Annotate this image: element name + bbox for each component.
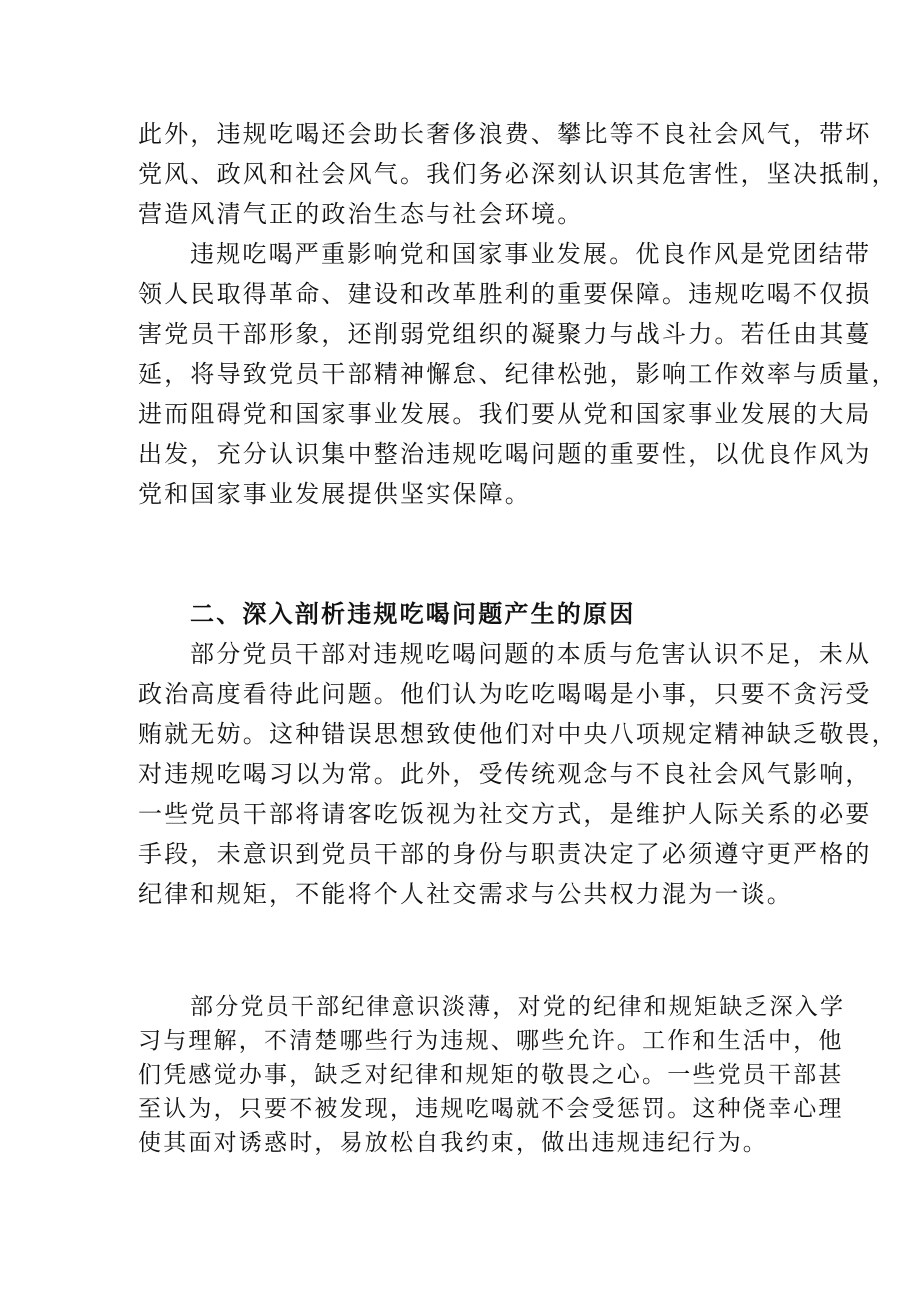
text-line: 使其面对诱惑时，易放松自我约束，做出违规违纪行为。 bbox=[138, 1130, 768, 1156]
text-line: 延，将导致党员干部精神懈怠、纪律松弛，影响工作效率与质量， bbox=[138, 360, 898, 388]
text-line: 害党员干部形象，还削弱党组织的凝聚力与战斗力。若任由其蔓 bbox=[138, 320, 872, 348]
text-line: 对违规吃喝习以为常。此外，受传统观念与不良社会风气影响， bbox=[138, 760, 872, 788]
text-line: 手段，未意识到党员干部的身份与职责决定了必须遵守更严格的 bbox=[138, 840, 872, 868]
text-line: 此外，违规吃喝还会助长奢侈浪费、攀比等不良社会风气，带坏 bbox=[138, 120, 872, 148]
text-line: 党和国家事业发展提供坚实保障。 bbox=[138, 480, 531, 508]
text-line: 政治高度看待此问题。他们认为吃吃喝喝是小事，只要不贪污受 bbox=[138, 680, 872, 708]
text-line: 党风、政风和社会风气。我们务必深刻认识其危害性，坚决抵制， bbox=[138, 160, 898, 188]
paragraph-4 bbox=[138, 990, 846, 1160]
text-line: 领人民取得革命、建设和改革胜利的重要保障。违规吃喝不仅损 bbox=[138, 280, 872, 308]
text-line: 违规吃喝严重影响党和国家事业发展。优良作风是党团结带 bbox=[190, 240, 872, 268]
text-line: 习与理解，不清楚哪些行为违规、哪些允许。工作和生活中，他 bbox=[138, 1028, 844, 1054]
text-line: 纪律和规矩，不能将个人社交需求与公共权力混为一谈。 bbox=[138, 880, 793, 908]
paragraph-1 bbox=[138, 114, 898, 234]
text-line: 进而阻碍党和国家事业发展。我们要从党和国家事业发展的大局 bbox=[138, 400, 872, 428]
text-line: 出发，充分认识集中整治违规吃喝问题的重要性，以优良作风为 bbox=[138, 440, 872, 468]
text-line: 至认为，只要不被发现，违规吃喝就不会受惩罚。这种侥幸心理 bbox=[138, 1096, 844, 1122]
text-line: 一些党员干部将请客吃饭视为社交方式，是维护人际关系的必要 bbox=[138, 800, 872, 828]
text-line: 部分党员干部纪律意识淡薄，对党的纪律和规矩缺乏深入学 bbox=[190, 994, 846, 1020]
paragraph-2 bbox=[138, 234, 898, 514]
text-line: 贿就无妨。这种错误思想致使他们对中央八项规定精神缺乏敬畏， bbox=[138, 720, 898, 748]
text-line: 部分党员干部对违规吃喝问题的本质与危害认识不足，未从 bbox=[190, 640, 872, 668]
heading-text: 二、深入剖析违规吃喝问题产生的原因 bbox=[190, 600, 636, 628]
section-heading bbox=[138, 594, 798, 634]
text-line: 们凭感觉办事，缺乏对纪律和规矩的敬畏之心。一些党员干部甚 bbox=[138, 1062, 844, 1088]
paragraph-3 bbox=[138, 634, 898, 914]
text-line: 营造风清气正的政治生态与社会环境。 bbox=[138, 200, 584, 228]
